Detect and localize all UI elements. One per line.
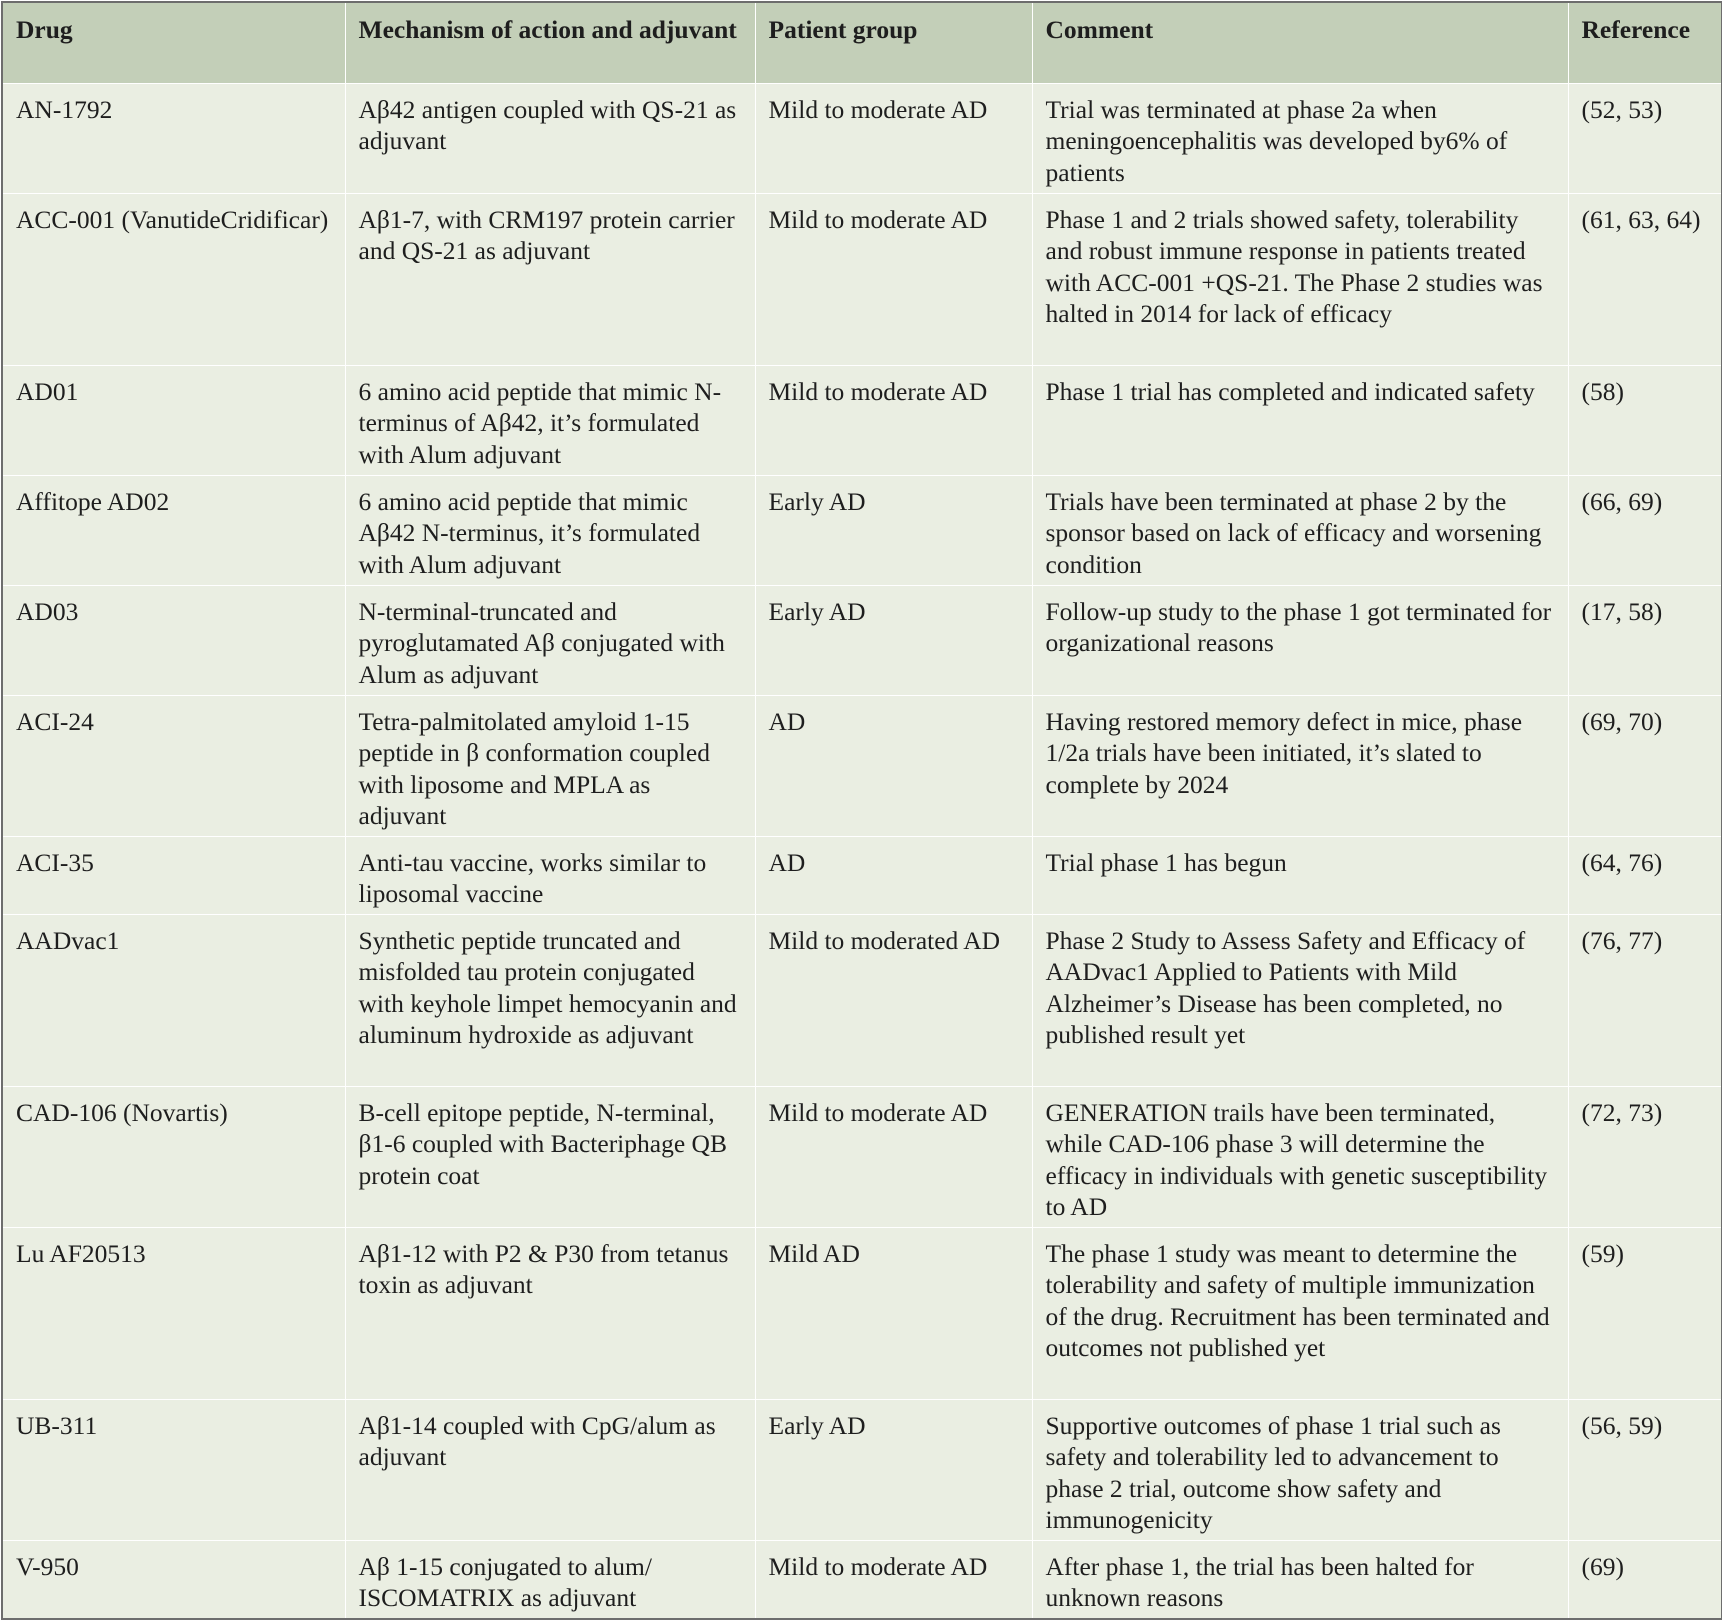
header-comment: Comment xyxy=(1032,2,1568,83)
header-patient-group: Patient group xyxy=(755,2,1032,83)
cell-comment: The phase 1 study was meant to determine the tolerability and safety of multiple immunization of the drug. Recruitment has been terminated and outcomes not published yet xyxy=(1032,1227,1568,1399)
table-row xyxy=(2,1086,1722,1227)
cell-reference: (69) xyxy=(1568,1540,1722,1619)
cell-drug: AD03 xyxy=(2,585,345,695)
cell-drug: AD01 xyxy=(2,365,345,475)
table-row xyxy=(2,1540,1722,1619)
table-row xyxy=(2,1399,1722,1540)
cell-reference: (58) xyxy=(1568,365,1722,475)
cell-comment: Phase 2 Study to Assess Safety and Efficacy of AADvac1 Applied to Patients with Mild Alzheimer’s Disease has been completed, no published result yet xyxy=(1032,914,1568,1086)
cell-reference: (17, 58) xyxy=(1568,585,1722,695)
cell-mechanism: Anti-tau vaccine, works similar to liposomal vaccine xyxy=(345,836,755,914)
cell-mechanism: Aβ1-12 with P2 & P30 from tetanus toxin as adjuvant xyxy=(345,1227,755,1399)
cell-drug: Lu AF20513 xyxy=(2,1227,345,1399)
cell-comment: After phase 1, the trial has been halted for unknown reasons xyxy=(1032,1540,1568,1619)
vaccine-trials-table xyxy=(1,1,1722,1620)
cell-comment: Trial phase 1 has begun xyxy=(1032,836,1568,914)
cell-comment: Follow-up study to the phase 1 got terminated for organizational reasons xyxy=(1032,585,1568,695)
cell-mechanism: 6 amino acid peptide that mimic N-terminus of Aβ42, it’s formulated with Alum adjuvant xyxy=(345,365,755,475)
cell-drug: Affitope AD02 xyxy=(2,475,345,585)
table-row xyxy=(2,585,1722,695)
cell-drug: ACI-24 xyxy=(2,695,345,836)
cell-comment: GENERATION trails have been terminated, while CAD-106 phase 3 will determine the efficacy in individuals with genetic susceptibility to AD xyxy=(1032,1086,1568,1227)
cell-comment: Trial was terminated at phase 2a when meningoencephalitis was developed by6% of patients xyxy=(1032,83,1568,193)
cell-patient-group: Early AD xyxy=(755,585,1032,695)
cell-comment: Phase 1 trial has completed and indicated safety xyxy=(1032,365,1568,475)
cell-patient-group: Mild to moderate AD xyxy=(755,83,1032,193)
cell-drug: UB-311 xyxy=(2,1399,345,1540)
table-row xyxy=(2,365,1722,475)
cell-drug: ACC-001 (VanutideCridificar) xyxy=(2,193,345,365)
cell-reference: (56, 59) xyxy=(1568,1399,1722,1540)
cell-reference: (76, 77) xyxy=(1568,914,1722,1086)
cell-reference: (52, 53) xyxy=(1568,83,1722,193)
cell-mechanism: N-terminal-truncated and pyroglutamated Aβ conjugated with Alum as adjuvant xyxy=(345,585,755,695)
cell-patient-group: Mild to moderate AD xyxy=(755,365,1032,475)
cell-mechanism: Aβ 1-15 conjugated to alum/ ISCOMATRIX as adjuvant xyxy=(345,1540,755,1619)
cell-reference: (59) xyxy=(1568,1227,1722,1399)
table-container xyxy=(1,1,1721,1618)
table-row xyxy=(2,83,1722,193)
header-mechanism: Mechanism of action and adjuvant xyxy=(345,2,755,83)
cell-comment: Phase 1 and 2 trials showed safety, tolerability and robust immune response in patients treated with ACC-001 +QS-21. The Phase 2 studies was halted in 2014 for lack of efficacy xyxy=(1032,193,1568,365)
cell-patient-group: Mild AD xyxy=(755,1227,1032,1399)
cell-drug: AN-1792 xyxy=(2,83,345,193)
cell-mechanism: Aβ1-7, with CRM197 protein carrier and QS-21 as adjuvant xyxy=(345,193,755,365)
cell-drug: V-950 xyxy=(2,1540,345,1619)
cell-mechanism: 6 amino acid peptide that mimic Aβ42 N-terminus, it’s formulated with Alum adjuvant xyxy=(345,475,755,585)
cell-mechanism: B-cell epitope peptide, N-terminal, β1-6 coupled with Bacteriphage QB protein coat xyxy=(345,1086,755,1227)
cell-mechanism: Tetra-palmitolated amyloid 1-15 peptide in β conformation coupled with liposome and MPLA as adjuvant xyxy=(345,695,755,836)
cell-reference: (69, 70) xyxy=(1568,695,1722,836)
cell-mechanism: Aβ1-14 coupled with CpG/alum as adjuvant xyxy=(345,1399,755,1540)
cell-drug: AADvac1 xyxy=(2,914,345,1086)
header-drug: Drug xyxy=(2,2,345,83)
table-row xyxy=(2,193,1722,365)
table-row xyxy=(2,836,1722,914)
cell-reference: (72, 73) xyxy=(1568,1086,1722,1227)
cell-reference: (64, 76) xyxy=(1568,836,1722,914)
table-row xyxy=(2,475,1722,585)
cell-patient-group: Mild to moderated AD xyxy=(755,914,1032,1086)
cell-mechanism: Aβ42 antigen coupled with QS-21 as adjuvant xyxy=(345,83,755,193)
cell-patient-group: Mild to moderate AD xyxy=(755,193,1032,365)
cell-reference: (66, 69) xyxy=(1568,475,1722,585)
cell-patient-group: Mild to moderate AD xyxy=(755,1540,1032,1619)
cell-comment: Having restored memory defect in mice, phase 1/2a trials have been initiated, it’s slated to complete by 2024 xyxy=(1032,695,1568,836)
cell-comment: Supportive outcomes of phase 1 trial such as safety and tolerability led to advancement to phase 2 trial, outcome show safety and immunogenicity xyxy=(1032,1399,1568,1540)
cell-reference: (61, 63, 64) xyxy=(1568,193,1722,365)
cell-drug: CAD-106 (Novartis) xyxy=(2,1086,345,1227)
table-row xyxy=(2,914,1722,1086)
cell-patient-group: AD xyxy=(755,695,1032,836)
cell-patient-group: Early AD xyxy=(755,475,1032,585)
table-row xyxy=(2,695,1722,836)
table-row xyxy=(2,1227,1722,1399)
cell-mechanism: Synthetic peptide truncated and misfolded tau protein conjugated with keyhole limpet hemocyanin and aluminum hydroxide as adjuvant xyxy=(345,914,755,1086)
header-reference: Reference xyxy=(1568,2,1722,83)
cell-patient-group: AD xyxy=(755,836,1032,914)
header-row xyxy=(2,2,1722,83)
cell-patient-group: Early AD xyxy=(755,1399,1032,1540)
cell-comment: Trials have been terminated at phase 2 by the sponsor based on lack of efficacy and worsening condition xyxy=(1032,475,1568,585)
cell-patient-group: Mild to moderate AD xyxy=(755,1086,1032,1227)
cell-drug: ACI-35 xyxy=(2,836,345,914)
